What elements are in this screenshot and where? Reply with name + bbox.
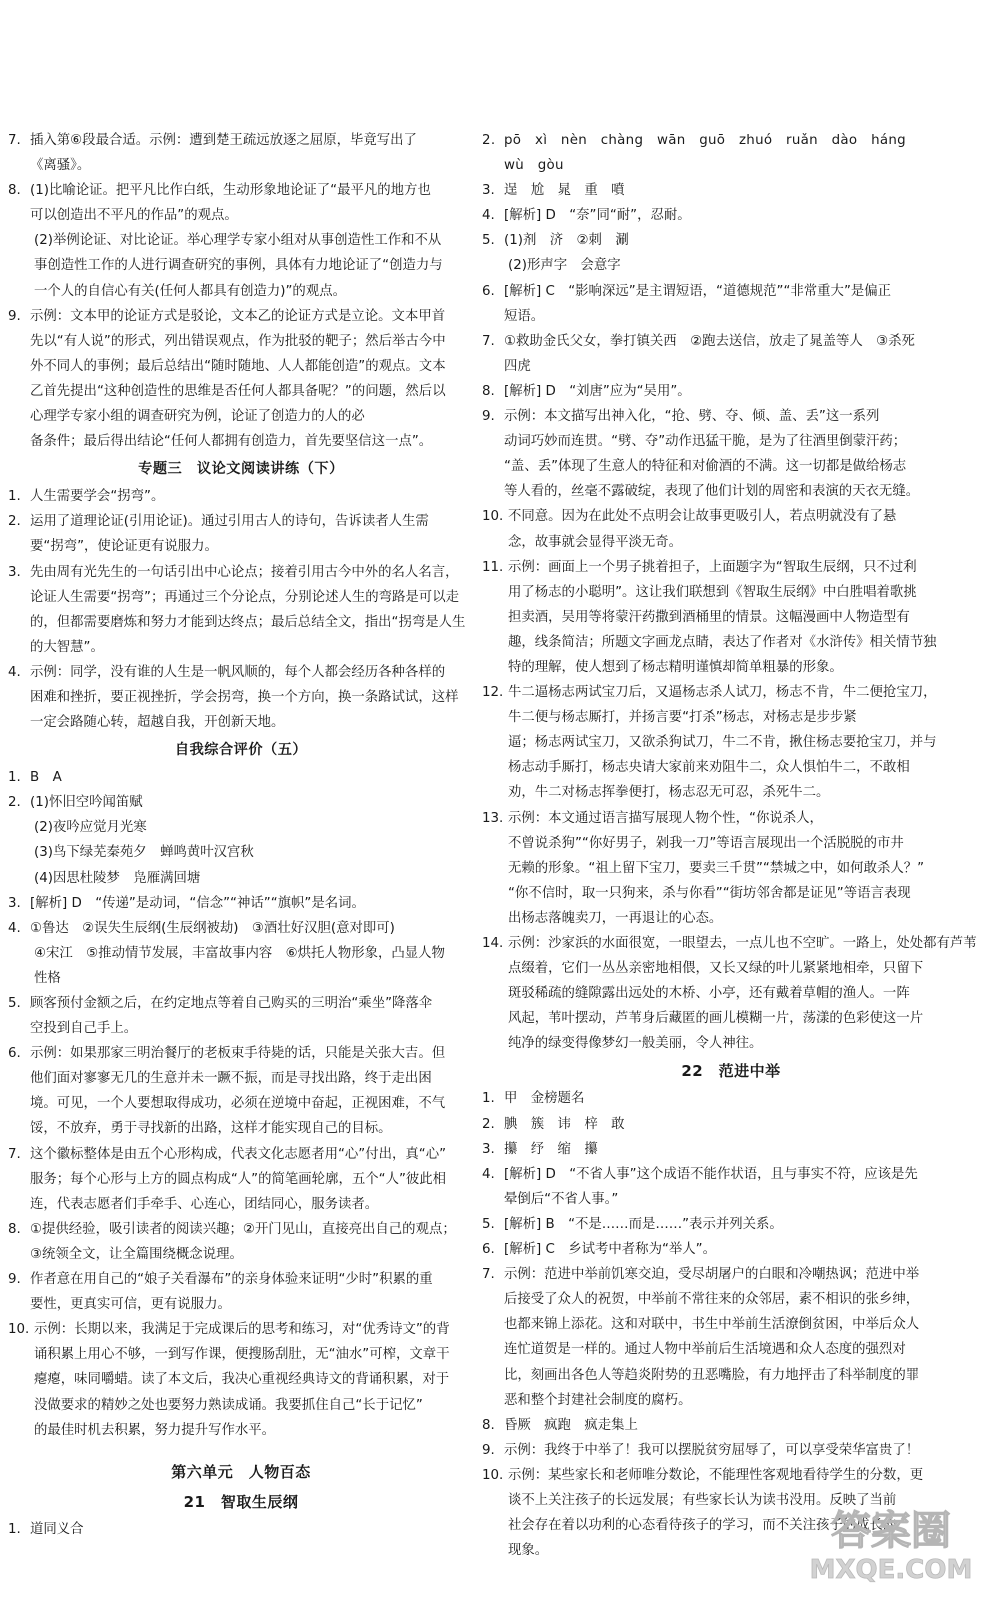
answer-item — [8, 891, 474, 916]
answer-number: 8. — [8, 183, 21, 199]
answer-text: 示例：我终于中举了！我可以摆脱贫穷屈辱了，可以享受荣华富贵了！ — [504, 1442, 920, 1458]
answer-text: 示例：本文描写出神入化，“抢、劈、夺、倾、盖、丢”这一系列 动词巧妙而连贯。“劈、夺”动作迅猛干脆，是为了往酒里倒蒙汗药； “盖、丢”体现了生意人的特征和对偷酒的不满。这一切都是做给杨志 等人看的，丝毫不露破绽，表现了他们计划的周密和表演的天衣无缝。 — [504, 409, 920, 500]
answer-number: 10. — [8, 1322, 30, 1338]
answer-text: ①救助金氏父女，拳打镇关西 ②跑去送信，放走了晁盖等人 ③杀死 四虎 — [504, 333, 915, 374]
answer-item — [482, 504, 980, 554]
answer-text: 示例：本文通过语言描写展现人物个性，“你说杀人， 不曾说杀狗”“你好男子，剁我一刀”等语言展现出一个活脱脱的市井 无赖的形象。“祖上留下宝刀，要卖三千贯”“禁城之中，如何敢杀人？” “你不信时，取一只狗来，杀与你看”“街坊邻舍都是证见”等语言表现 出杨志落魄卖刀，一再退让的心态。 — [508, 810, 925, 926]
answer-text: [解析] B “不是……而是……”表示并列关系。 — [504, 1216, 783, 1232]
answer-number: 5. — [8, 996, 21, 1011]
answer-text: ①鲁达 ②误失生辰纲(生辰纲被劫) ③酒壮好汉胆(意对即可) — [30, 920, 395, 936]
answer-item — [482, 178, 980, 203]
answer-item — [8, 128, 474, 178]
answer-number: 4. — [482, 208, 495, 224]
answer-text: 顾客预付金额之后，在约定地点等着自己购买的三明治“乘坐”降落伞 空投到自己手上。 — [30, 996, 433, 1037]
answer-number: 14. — [482, 936, 504, 951]
answer-number: 8. — [8, 1221, 21, 1237]
answer-text: 示例：文本甲的论证方式是驳论，文本乙的论证方式是立论。文本甲首 先以“有人说”的形式，列出错误观点，作为批驳的靶子；然后举古今中 外不同人的事例；最后总结出“随时随地、人人都能创造”的观点。文本 乙首先提出“这种创造性的思维是否任何人都具备呢？”的问题，然后以 心理学专家小组的调查研究为例，论证了创造力的人的必 备条件；最后得出结论“任何人都拥有创造力，首先要坚信这一点”。 — [30, 308, 446, 450]
answer-item — [8, 765, 474, 790]
answer-number: 3. — [8, 564, 21, 580]
answer-number: 4. — [482, 1166, 495, 1182]
answer-number: 9. — [8, 308, 21, 324]
answer-text: 攥 纾 缩 攥 — [504, 1141, 598, 1157]
answer-number: 4. — [8, 664, 21, 680]
answer-item — [482, 404, 980, 504]
answer-item — [8, 1317, 474, 1442]
answer-subitem: ④宋江 ⑤推动情节发展，丰富故事内容 ⑥烘托人物形象，凸显人物 性格 — [34, 945, 445, 986]
answer-item — [482, 279, 980, 329]
answer-item — [482, 1413, 980, 1438]
answer-item — [8, 660, 474, 735]
answer-item — [482, 931, 980, 1056]
answer-column-left — [8, 128, 474, 1542]
answer-item — [482, 680, 980, 805]
answer-number: 9. — [482, 1442, 495, 1458]
answer-number: 2. — [482, 1116, 495, 1132]
answer-subitem: (2)形声字 会意字 — [508, 258, 621, 274]
answer-text: 不同意。因为在此处不点明会让故事更吸引人，若点明就没有了悬 念，故事就会显得平淡无奇。 — [508, 509, 897, 550]
answer-item — [482, 1438, 980, 1463]
answer-number: 5. — [482, 1216, 495, 1232]
answer-item — [482, 1137, 980, 1162]
answer-number: 2. — [482, 133, 496, 148]
answer-item — [482, 806, 980, 931]
answer-text: [解析] D “刘唐”应为“吴用”。 — [504, 383, 691, 399]
answer-text: 逞 尬 晁 重 噴 — [504, 183, 625, 199]
answer-item — [482, 329, 980, 379]
answer-text: 道同义合 — [30, 1521, 84, 1537]
answer-text: 这个徽标整体是由五个心形构成，代表文化志愿者用“心”付出，真“心” 服务；每个心形与上方的圆点构成“人”的简笔画轮廓，五个“人”彼此相 连，代表志愿者们手牵手、心连心，团结同心，服务读者。 — [30, 1146, 447, 1212]
answer-item — [482, 1212, 980, 1237]
answer-text: 腆 簇 讳 梓 敢 — [504, 1116, 625, 1132]
answer-text: 示例：某些家长和老师唯分数论，不能理性客观地看待学生的分数，更 谈不上关注孩子的长远发展；有些家长认为读书没用。反映了当前 社会存在着以功利的心态看待孩子的学习，而不关注孩子的成长的 现象。 — [508, 1467, 924, 1559]
answer-item — [8, 1217, 474, 1267]
answer-number: 7. — [482, 333, 495, 349]
answer-number: 3. — [8, 895, 21, 911]
answer-text: [解析] D “传递”是动词，“信念”“神话”“旗帜”是名词。 — [30, 895, 365, 911]
answer-number: 12. — [482, 685, 504, 701]
answer-number: 2. — [8, 795, 21, 811]
answer-number: 3. — [482, 183, 495, 199]
answer-number: 10. — [482, 1467, 504, 1483]
answer-item — [482, 1112, 980, 1137]
answer-number: 6. — [482, 283, 495, 299]
answer-text: [解析] C 乡试考中者称为“举人”。 — [504, 1242, 717, 1258]
answer-text: 插入第⑥段最合适。示例：遭到楚王疏远放逐之屈原，毕竟写出了 《离骚》。 — [30, 133, 417, 174]
answer-text: ①提供经验，吸引读者的阅读兴趣；②开门见山，直接亮出自己的观点； ③统领全文，让全篇围绕概念说理。 — [30, 1221, 456, 1262]
answer-subitem: (2)举例论证、对比论证。举心理学专家小组对从事创造性工作和不从 事创造性工作的人进行调查研究的事例，具体有力地论证了“创造力与 一个人的自信心有关(任何人都具有创造力)”的观点。 — [34, 233, 443, 299]
answer-number: 8. — [482, 383, 495, 399]
answer-item — [482, 1237, 980, 1262]
answer-item — [482, 128, 980, 178]
answer-number: 2. — [8, 514, 21, 530]
answer-number: 11. — [482, 559, 504, 575]
answer-subitem: (4)因思杜陵梦 凫雁满回塘 — [34, 870, 201, 886]
answer-item — [482, 228, 980, 253]
answer-number: 1. — [8, 770, 21, 786]
watermark-domain: MXQE.COM — [809, 1555, 973, 1585]
answer-number: 9. — [8, 1272, 21, 1288]
answer-item — [8, 484, 474, 509]
answer-item — [482, 379, 980, 404]
answer-item — [482, 555, 980, 680]
answer-text: (1)怀旧空吟闻笛赋 — [30, 795, 143, 811]
answer-text: B A — [30, 770, 62, 786]
answer-item — [8, 1267, 474, 1317]
answer-subitem: (2)夜吟应觉月光寒 — [34, 820, 147, 836]
answer-number: 3. — [482, 1141, 495, 1157]
answer-number: 6. — [482, 1242, 495, 1258]
answer-text: pō xì nèn chàng wān guō zhuó ruǎn dào háng wù gòu — [504, 133, 906, 174]
watermark-brand: 答案圈 — [831, 1508, 951, 1554]
answer-text: (1)比喻论证。把平凡比作白纸，生动形象地论证了“最平凡的地方也 可以创造出不平凡的作品”的观点。 — [30, 183, 431, 224]
answer-item — [8, 509, 474, 559]
answer-item — [8, 1041, 474, 1141]
section-heading: 22 范进中举 — [681, 1062, 781, 1081]
answer-number: 1. — [8, 1521, 21, 1537]
watermark-logo — [796, 1498, 986, 1588]
answer-text: 作者意在用自己的“娘子关看瀑布”的亲身体验来证明“少时”积累的重 要性，更真实可信，更有说服力。 — [30, 1272, 433, 1313]
answer-text: 牛二逼杨志两试宝刀后，又逼杨志杀人试刀，杨志不肯，牛二便抢宝刀， 牛二便与杨志厮打，并扬言要“打杀”杨志，对杨志是步步紧 逼；杨志两试宝刀，又欲杀狗试刀，牛二不肯，揪住杨志要抢宝刀，并与 杨志动手厮打，杨志央请大家前来劝阻牛二，众人惧怕牛二，不敢相 劝，牛二对杨志挥拳便打，杨志忍无可忍，杀死牛二。 — [508, 685, 937, 801]
answer-item — [8, 178, 474, 228]
section-heading: 专题三 议论文阅读讲练（下） — [138, 461, 344, 478]
answer-number: 6. — [8, 1046, 21, 1062]
answer-number: 10. — [482, 509, 504, 525]
answer-item — [8, 560, 474, 660]
answer-item — [8, 304, 474, 455]
answer-text: 人生需要学会“拐弯”。 — [30, 489, 165, 505]
answer-text: 示例：画面上一个男子挑着担子，上面题字为“智取生辰纲，只不过利 用了杨志的小聪明”。这让我们联想到《智取生辰纲》中白胜唱着歌挑 担卖酒，吴用等将蒙汗药撒到酒桶里的情景。这幅漫画中人物造型有 趣，线条简洁；所题文字画龙点睛，表达了作者对《水浒传》相关情节独 特的理解，使人想到了杨志精明谨慎却简单粗暴的形象。 — [508, 559, 937, 675]
answer-text: 示例：同学，没有谁的人生是一帆风顺的，每个人都会经历各种各样的 困难和挫折，要正视挫折，学会拐弯，换一个方向，换一条路试试，这样 一定会路随心转，超越自我，开创新天地。 — [30, 664, 459, 731]
answer-number: 1. — [482, 1091, 495, 1107]
answer-text: [解析] C “影响深远”是主谓短语，“道德规范”“非常重大”是偏正 短语。 — [504, 283, 892, 324]
answer-text: 示例：长期以来，我满足于完成课后的思考和练习，对“优秀诗文”的背 诵积累上用心不够，一到写作课，便搜肠刮肚，无“油水”可榨，文章干 瘪瘪，味同嚼蜡。读了本文后，我决心重视经典诗文的背诵积累，对于 没做要求的精妙之处也要努力熟读成诵。我要抓住自己“长于记忆” 的最佳时机去积累，努力提升写作水平。 — [34, 1322, 450, 1438]
answer-number: 5. — [482, 233, 495, 249]
answer-number: 9. — [482, 409, 495, 425]
answer-text: [解析] D “不省人事”这个成语不能作状语，且与事实不符，应该是先 晕倒后“不省人事。” — [504, 1166, 918, 1207]
answer-text: 甲 金榜题名 — [504, 1091, 585, 1107]
answer-item — [8, 1517, 474, 1542]
answer-item — [8, 1142, 474, 1217]
answer-item — [482, 1086, 980, 1111]
answer-number: 1. — [8, 489, 21, 505]
answer-number: 4. — [8, 920, 21, 936]
answer-item — [8, 991, 474, 1041]
answer-text: 示例：沙家浜的水面很宽，一眼望去，一点儿也不空旷。一路上，处处都有芦苇 点缀着，它们一丛丛亲密地相偎，又长又绿的叶儿紧紧地相牵，只留下 斑驳稀疏的缝隙露出远处的木桥、小亭，还有戴着草帽的渔人。一阵 风起，苇叶摆动，芦苇身后藏匿的画儿模糊一片，荡漾的色彩使这一片 纯净的绿变得像梦幻一般美丽，令人神往。 — [508, 936, 977, 1052]
answer-item — [8, 790, 474, 815]
answer-number: 7. — [482, 1267, 495, 1283]
answer-number: 8. — [482, 1417, 495, 1433]
answer-text: (1)剂 济 ②刺 涮 — [504, 233, 629, 249]
section-gap — [8, 1443, 474, 1457]
answer-text: 昏厥 疯跑 疯走集上 — [504, 1417, 638, 1433]
section-heading: 第六单元 人物百态 — [171, 1462, 311, 1481]
answer-text: 先由周有光先生的一句话引出中心论点；接着引用古今中外的名人名言， 论证人生需要“拐弯”；再通过三个分论点，分别论述人生的弯路是可以走 的，但都需要磨炼和努力才能到达终点；最后总结全文，指出“拐弯是人生 的大智慧”。 — [30, 564, 466, 655]
answer-text: 示例：如果那家三明治餐厅的老板束手待毙的话，只能是关张大吉。但 他们面对寥寥无几的生意并未一蹶不振，而是寻找出路，终于走出困 境。可见，一个人要想取得成功，必须在逆境中奋起，正视困难，不气 馁，不放弃，勇于寻找新的出路，这样才能实现自己的目标。 — [30, 1046, 446, 1137]
answer-number: 13. — [482, 810, 504, 826]
answer-item — [482, 1262, 980, 1413]
answer-column-right — [482, 128, 980, 1563]
answer-text: [解析] D “奈”同“耐”，忍耐。 — [504, 208, 691, 224]
section-heading: 21 智取生辰纲 — [183, 1492, 299, 1511]
answer-text: 示例：范进中举前饥寒交迫，受尽胡屠户的白眼和冷嘲热讽；范进中举 后接受了众人的祝贺，中举前不常往来的众邻居，素不相识的张乡绅， 也都来锦上添花。这和对联中，书生中举前生活潦倒贫困，中举后众人 连忙道贺是一样的。通过人物中举前后生活境遇和众人态度的强烈对 比，刻画出各色人等趋炎附势的丑恶嘴脸，有力地抨击了科举制度的罪 恶和整个封建社会制度的腐朽。 — [504, 1267, 920, 1408]
answer-subitem: (3)鸟下绿芜秦苑夕 蝉鸣黄叶汉宫秋 — [34, 845, 254, 861]
answer-number: 7. — [8, 1146, 21, 1162]
answer-item — [482, 203, 980, 228]
answer-item — [482, 1162, 980, 1212]
section-heading: 自我综合评价（五） — [174, 742, 308, 759]
answer-text: 运用了道理论证(引用论证)。通过引用古人的诗句，告诉读者人生需 要“拐弯”，使论证更有说服力。 — [30, 514, 429, 555]
answer-number: 7. — [8, 133, 21, 148]
answer-item — [8, 916, 474, 941]
